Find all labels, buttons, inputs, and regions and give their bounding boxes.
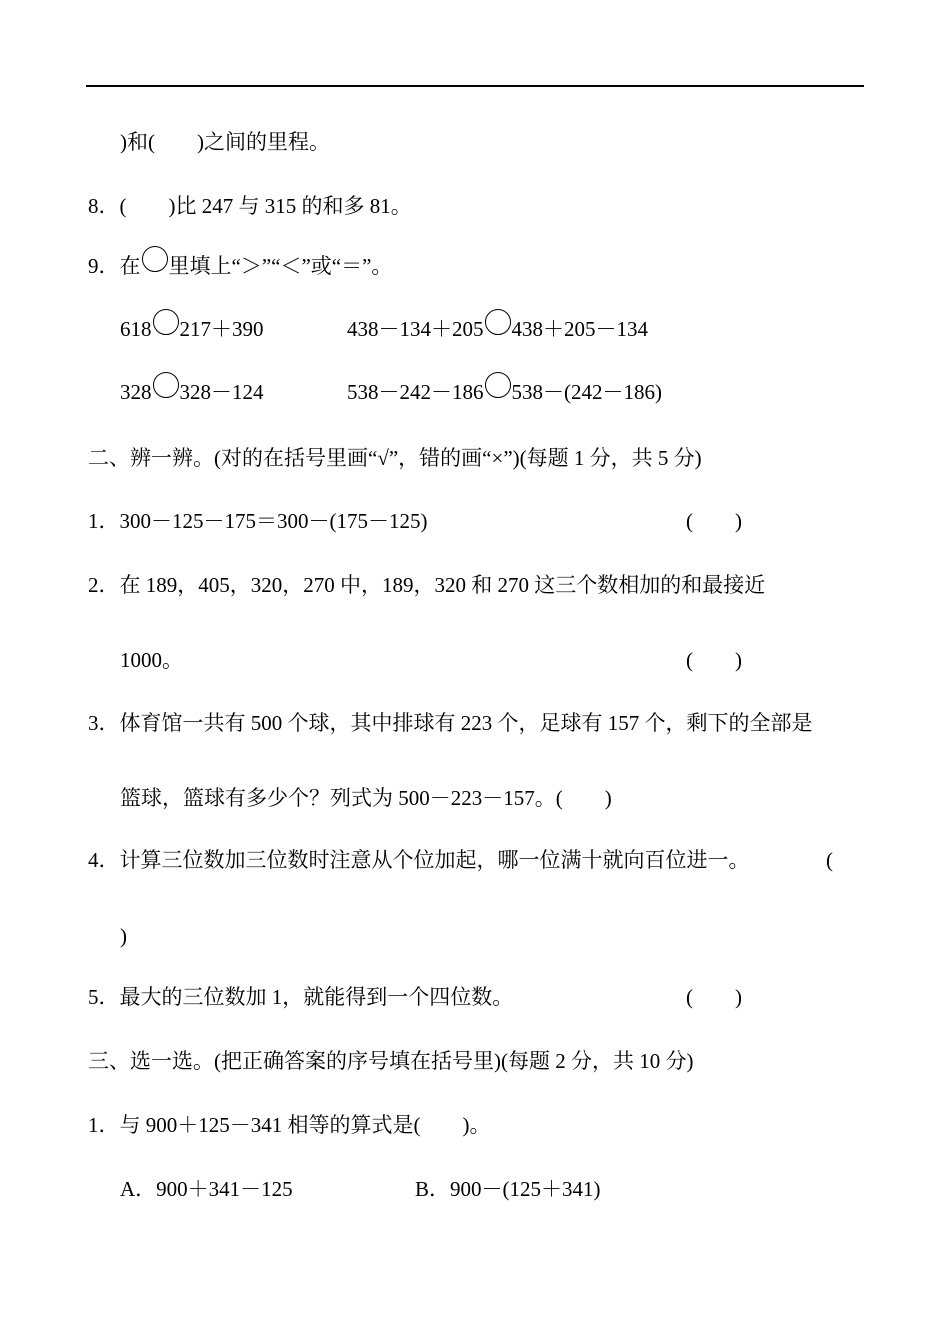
judge-item-text: 4．计算三位数加三位数时注意从个位加起，哪一位满十就向百位进一。 bbox=[88, 848, 750, 872]
header-rule bbox=[86, 85, 864, 87]
judge-item-text: 2．在 189，405，320，270 中，189，320 和 270 这三个数相加的和最接近 bbox=[88, 573, 766, 597]
expression: 538－242－186 bbox=[347, 380, 484, 404]
choice-question-1 bbox=[88, 1111, 491, 1139]
expression: 538－(242－186) bbox=[511, 380, 662, 404]
option-b[interactable] bbox=[415, 1175, 601, 1203]
option-label: A．900＋341－125 bbox=[120, 1177, 293, 1201]
judge-item-text: 1．300－125－175＝300－(175－125) bbox=[88, 509, 428, 533]
section-heading: 三、选一选。(把正确答案的序号填在括号里)(每题 2 分，共 10 分) bbox=[88, 1049, 694, 1073]
compare-circle-icon bbox=[142, 246, 168, 272]
compare-row-2-right bbox=[347, 378, 662, 406]
compare-circle-icon[interactable] bbox=[485, 372, 511, 398]
section-2-heading bbox=[88, 444, 702, 472]
judge-item-3 bbox=[88, 709, 813, 737]
judge-item-text: 5．最大的三位数加 1，就能得到一个四位数。 bbox=[88, 985, 514, 1009]
expression: 438＋205－134 bbox=[511, 317, 648, 341]
question-8 bbox=[88, 192, 412, 220]
expression: 328 bbox=[120, 380, 152, 404]
expression: 618 bbox=[120, 317, 152, 341]
question-9 bbox=[88, 252, 392, 280]
compare-circle-icon[interactable] bbox=[153, 372, 179, 398]
answer-paren-open[interactable]: ( bbox=[826, 848, 833, 872]
section-heading: 二、辨一辨。(对的在括号里画“√”，错的画“×”)(每题 1 分，共 5 分) bbox=[88, 446, 702, 470]
answer-paren[interactable]: ( ) bbox=[686, 648, 742, 672]
compare-circle-icon[interactable] bbox=[485, 309, 511, 335]
question-9-prefix: 9．在 bbox=[88, 254, 141, 278]
compare-row-1-right bbox=[347, 315, 648, 343]
choice-question-text: 1．与 900＋125－341 相等的算式是( )。 bbox=[88, 1113, 491, 1137]
compare-row-1-left bbox=[120, 315, 264, 343]
judge-item-2 bbox=[88, 571, 765, 599]
judge-item-text: 篮球，篮球有多少个？列式为 500－223－157。( ) bbox=[120, 786, 612, 810]
answer-paren[interactable]: ( ) bbox=[686, 509, 742, 533]
continuation-text: )和( )之间的里程。 bbox=[120, 130, 330, 154]
option-label: B．900－(125＋341) bbox=[415, 1177, 601, 1201]
compare-circle-icon[interactable] bbox=[153, 309, 179, 335]
judge-item-text: 1000。 bbox=[120, 648, 183, 672]
question-8-text: 8．( )比 247 与 315 的和多 81。 bbox=[88, 194, 412, 218]
answer-paren[interactable]: ( ) bbox=[686, 985, 742, 1009]
compare-row-2-left bbox=[120, 378, 264, 406]
expression: 438－134＋205 bbox=[347, 317, 484, 341]
judge-item-4 bbox=[88, 846, 750, 874]
answer-paren-close[interactable]: ) bbox=[120, 924, 127, 948]
section-3-heading bbox=[88, 1047, 693, 1075]
judge-item-3-continued bbox=[120, 784, 612, 812]
judge-item-4-continued bbox=[120, 922, 127, 950]
judge-item-1 bbox=[88, 507, 428, 535]
expression: 328－124 bbox=[179, 380, 264, 404]
judge-item-2-continued bbox=[120, 646, 183, 674]
continuation-line bbox=[120, 128, 330, 156]
expression: 217＋390 bbox=[179, 317, 264, 341]
judge-item-5 bbox=[88, 983, 513, 1011]
judge-item-text: 3．体育馆一共有 500 个球，其中排球有 223 个，足球有 157 个，剩下的全部是 bbox=[88, 711, 813, 735]
question-9-suffix: 里填上“＞”“＜”或“＝”。 bbox=[168, 254, 393, 278]
option-a[interactable] bbox=[120, 1175, 293, 1203]
